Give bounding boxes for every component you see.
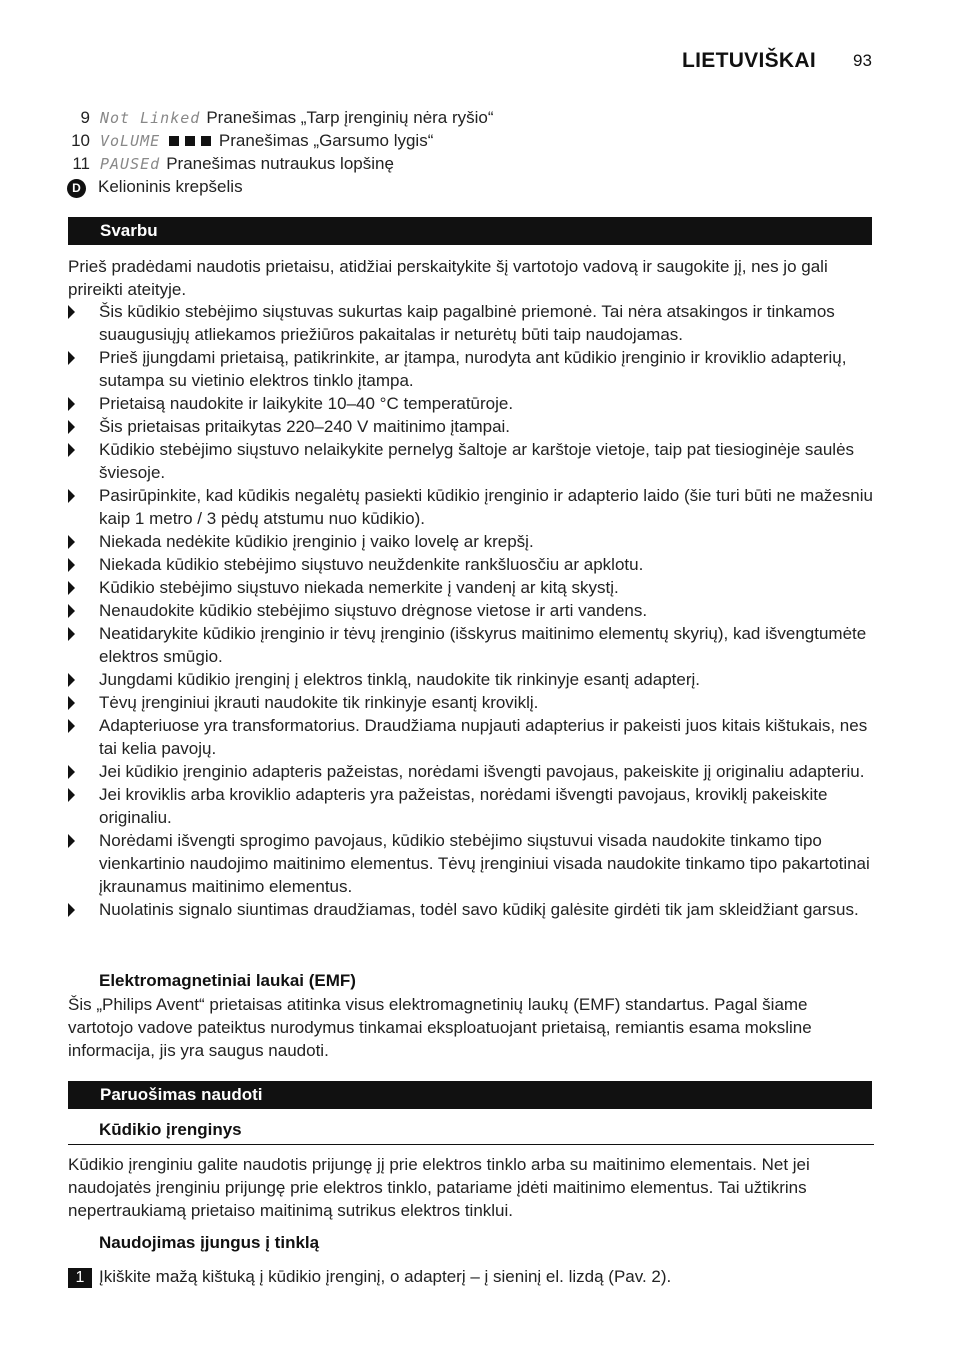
- legend-text: Pranešimas nutraukus lopšinę: [166, 154, 394, 173]
- bullet-arrow-icon: [68, 535, 75, 549]
- section-title: Paruošimas naudoti: [100, 1085, 263, 1104]
- bullet-item: [68, 599, 874, 622]
- bullet-arrow-icon: [68, 489, 75, 503]
- bullet-item: [68, 622, 874, 668]
- legend-text: Pranešimas „Garsumo lygis“: [218, 131, 434, 150]
- bullet-arrow-icon: [68, 696, 75, 710]
- bullet-text: Neatidarykite kūdikio įrenginio ir tėvų įrenginio (išskyrus maitinimo elementų skyrių), kad išvengtumėte elektros smūgio.: [99, 624, 867, 666]
- bullet-text: Nenaudokite kūdikio stebėjimo siųstuvo drėgnose vietose ir arti vandens.: [99, 601, 648, 620]
- volume-level-square-icon: [201, 136, 211, 146]
- bullet-text: Jungdami kūdikio įrenginį į elektros tinklą, naudokite tik rinkinyje esantį adapterį.: [99, 670, 700, 689]
- bullet-arrow-icon: [68, 305, 75, 319]
- page-number: 93: [853, 51, 872, 70]
- bullet-item: [68, 392, 874, 415]
- bullet-arrow-icon: [68, 581, 75, 595]
- mains-heading: Naudojimas įjungus į tinklą: [99, 1233, 320, 1252]
- bullet-arrow-icon: [68, 673, 75, 687]
- bullet-text: Jei kūdikio įrenginio adapteris pažeistas, norėdami išvengti pavojaus, pakeiskite jį originaliu adapteriu.: [99, 762, 865, 781]
- step-text: Įkiškite mažą kištuką į kūdikio įrenginį, o adapterį – į sieninį el. lizdą (Pav. 2).: [99, 1267, 672, 1286]
- lcd-display-text: PAUSEd: [100, 155, 161, 173]
- figure-letter-d-icon: D: [67, 179, 86, 198]
- lcd-display-text: VoLUME: [100, 132, 161, 150]
- section-title: Svarbu: [100, 221, 158, 240]
- bullet-arrow-icon: [68, 719, 75, 733]
- bullet-text: Kūdikio stebėjimo siųstuvo nelaikykite pernelyg šaltoje ar karštoje vietoje, taip pat tiesioginėje saulės šviesoje.: [99, 440, 855, 482]
- bullet-arrow-icon: [68, 604, 75, 618]
- legend-number: 10: [71, 131, 90, 150]
- lcd-display-text: Not Linked: [100, 109, 201, 127]
- legend-item-d: [62, 176, 243, 198]
- bullet-text: Prieš įjungdami prietaisą, patikrinkite, ar įtampa, nurodyta ant kūdikio įrenginio ir kroviklio adapterių, sutampa su vietinio elektros tinklo įtampa.: [99, 348, 847, 390]
- bullet-text: Kūdikio stebėjimo siųstuvo niekada nemerkite į vandenį ar kitą skystį.: [99, 578, 619, 597]
- bullet-item: [68, 576, 874, 599]
- bullet-item: [68, 300, 874, 346]
- section-bar-important: [68, 217, 872, 245]
- bullet-text: Jei kroviklis arba kroviklio adapteris yra pažeistas, norėdami išvengti pavojaus, kroviklį pakeiskite originaliu.: [99, 785, 828, 827]
- language-header: LIETUVIŠKAI: [682, 49, 816, 72]
- bullet-text: Šis kūdikio stebėjimo siųstuvas sukurtas kaip pagalbinė priemonė. Tai nėra atsakingos ir tinkamos suaugusiųjų atliekamos priežiūros pakaitalas ir neturėtų būti taip naudojamas.: [99, 302, 835, 344]
- emf-text: Šis „Philips Avent“ prietaisas atitinka visus elektromagnetinių laukų (EMF) standartus. Pagal šiame vartotojo vadove pateiktus nurodymus tinkamai eksploatuojant prietaisą, remiantis esama moksline informacija, jis yra saugus naudoti.: [68, 995, 812, 1060]
- bullet-text: Niekada nedėkite kūdikio įrenginio į vaiko lovelę ar krepšį.: [99, 532, 534, 551]
- legend-item-10: [64, 130, 433, 152]
- important-intro: Prieš pradėdami naudotis prietaisu, atidžiai perskaitykite šį vartotojo vadovą ir saugokite jį, nes jo gali prireikti ateityje.: [68, 257, 828, 299]
- legend-text: Kelioninis krepšelis: [98, 177, 243, 196]
- bullet-text: Šis prietaisas pritaikytas 220–240 V maitinimo įtampai.: [99, 417, 511, 436]
- volume-level-square-icon: [169, 136, 179, 146]
- bullet-arrow-icon: [68, 788, 75, 802]
- volume-level-square-icon: [185, 136, 195, 146]
- bullet-arrow-icon: [68, 420, 75, 434]
- bullet-text: Prietaisą naudokite ir laikykite 10–40 °C temperatūroje.: [99, 394, 514, 413]
- bullet-item: [68, 553, 874, 576]
- bullet-arrow-icon: [68, 903, 75, 917]
- legend-text: Pranešimas „Tarp įrenginių nėra ryšio“: [206, 108, 494, 127]
- bullet-item: [68, 415, 874, 438]
- bullet-text: Nuolatinis signalo siuntimas draudžiamas, todėl savo kūdikį galėsite girdėti tik jam skleidžiant garsus.: [99, 900, 859, 919]
- legend-item-9: [64, 107, 494, 129]
- baby-unit-heading: Kūdikio įrenginys: [99, 1120, 242, 1139]
- bullet-arrow-icon: [68, 558, 75, 572]
- step-number-badge: 1: [68, 1268, 92, 1288]
- bullet-text: Norėdami išvengti sprogimo pavojaus, kūdikio stebėjimo siųstuvui visada naudokite tinkamo tipo vienkartinio naudojimo maitinimo elementus. Tėvų įrenginiui visada naudokite tinkamo tipo pakartotinai įkraunamus maitinimo elementus.: [99, 831, 870, 896]
- bullet-arrow-icon: [68, 627, 75, 641]
- legend-item-11: [64, 153, 394, 175]
- bullet-arrow-icon: [68, 834, 75, 848]
- bullet-item: [68, 829, 874, 898]
- bullet-arrow-icon: [68, 765, 75, 779]
- baby-unit-text: Kūdikio įrenginiu galite naudotis prijungę jį prie elektros tinklo arba su maitinimo elementais. Net jei naudojatės įrenginiu prijungę prie elektros tinklo, patariame įdėti maitinimo elementus. Tai užtikrins nepertraukiamą prietaiso maitinimą sutrikus elektros tinklui.: [68, 1155, 810, 1220]
- bullet-item: [68, 714, 874, 760]
- bullet-text: Adapteriuose yra transformatorius. Draudžiama nupjauti adapterius ir pakeisti juos kitais kištukais, nes tai kelia pavojų.: [99, 716, 868, 758]
- bullet-item: [68, 691, 874, 714]
- bullet-item: [68, 346, 874, 392]
- heading-divider: [68, 1144, 874, 1145]
- legend-number: 11: [72, 154, 90, 173]
- emf-heading: Elektromagnetiniai laukai (EMF): [99, 971, 356, 990]
- bullet-arrow-icon: [68, 397, 75, 411]
- bullet-item: [68, 438, 874, 484]
- bullet-item: [68, 484, 874, 530]
- bullet-text: Tėvų įrenginiui įkrauti naudokite tik rinkinyje esantį kroviklį.: [99, 693, 539, 712]
- bullet-text: Pasirūpinkite, kad kūdikis negalėtų pasiekti kūdikio įrenginio ir adapterio laido (šie turi būti ne mažesniu kaip 1 metro / 3 pėdų atstumu nuo kūdikio).: [99, 486, 873, 528]
- bullet-item: [68, 668, 874, 691]
- bullet-arrow-icon: [68, 351, 75, 365]
- bullet-text: Niekada kūdikio stebėjimo siųstuvo neuždenkite rankšluosčiu ar apklotu.: [99, 555, 644, 574]
- bullet-item: [68, 530, 874, 553]
- important-bullet-list: [68, 300, 874, 921]
- bullet-item: [68, 898, 874, 921]
- bullet-item: [68, 760, 874, 783]
- legend-number: 9: [80, 108, 90, 127]
- bullet-item: [68, 783, 874, 829]
- section-bar-preparing: [68, 1081, 872, 1109]
- bullet-arrow-icon: [68, 443, 75, 457]
